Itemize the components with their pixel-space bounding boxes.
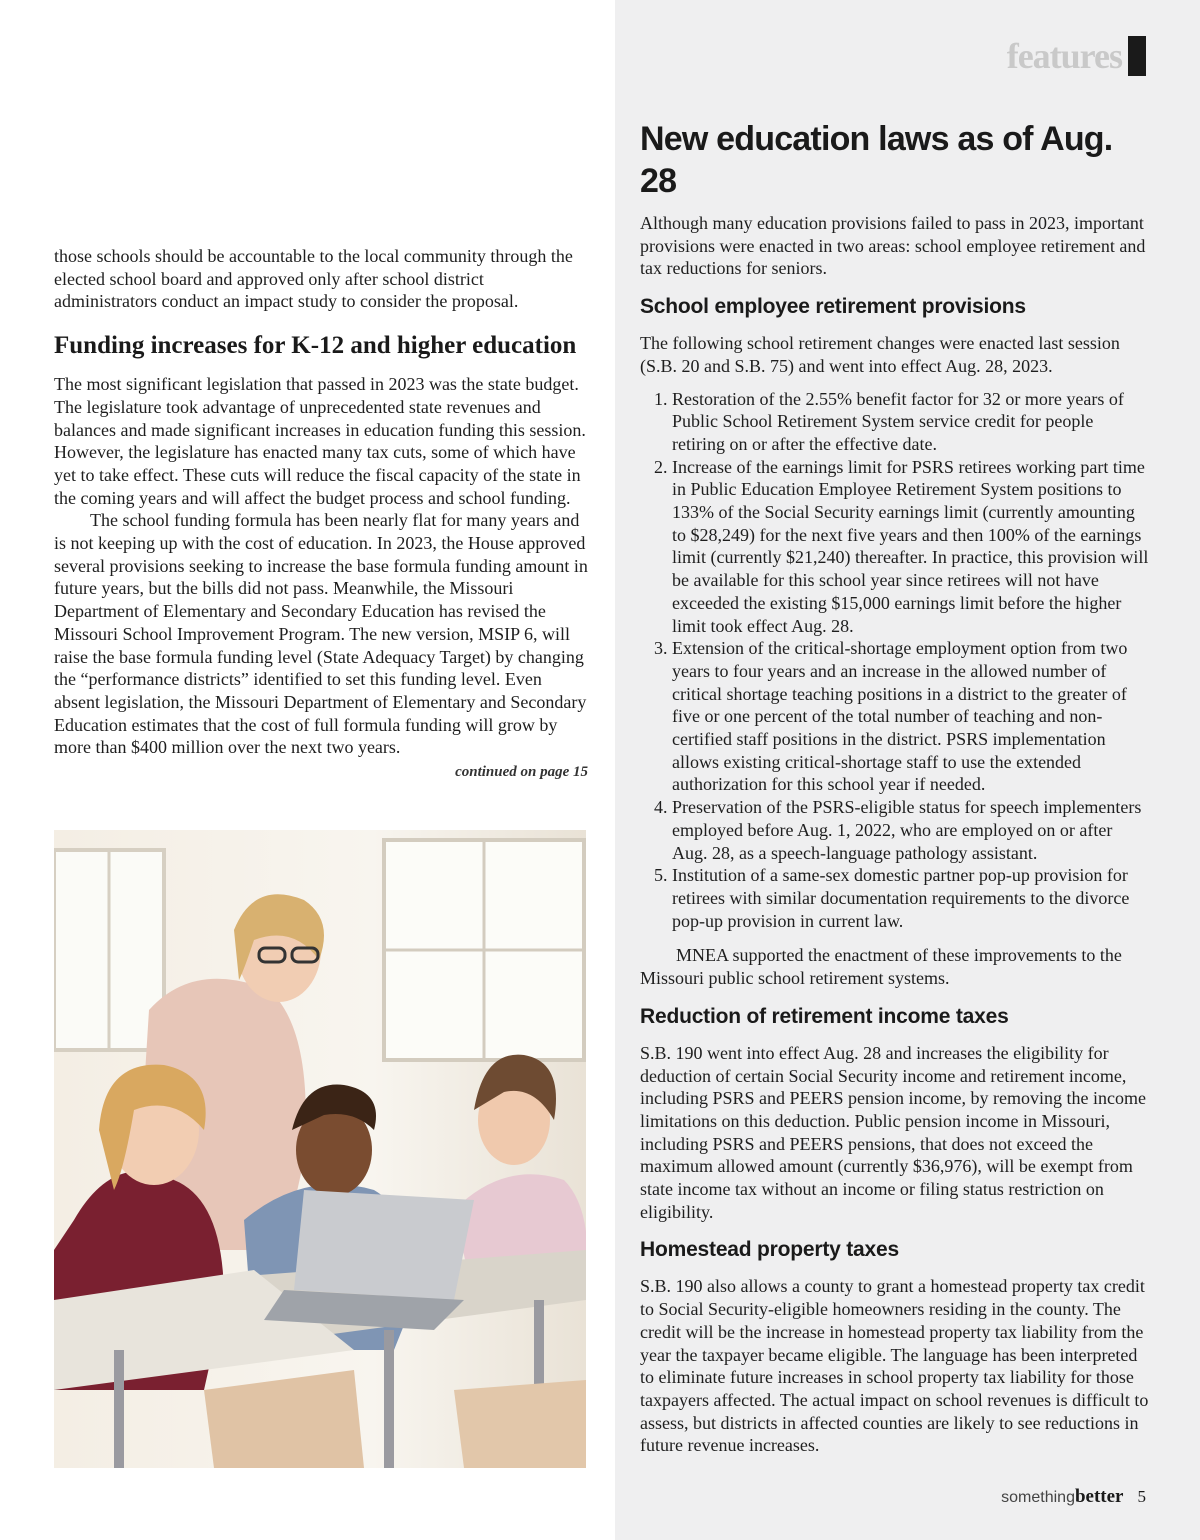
classroom-photo bbox=[54, 830, 586, 1468]
article-title: New education laws as of Aug. 28 bbox=[640, 120, 1113, 200]
left-column bbox=[54, 245, 588, 784]
income-taxes-paragraph: S.B. 190 went into effect Aug. 28 and increases the eligibility for deduction of certain Social Security income and retirement income, including PSRS and PEERS pension income, by removing the income limitations on this deduction. Public pension income in Missouri, including PSRS and PEERS pensions, that does not exceed the maximum allowed amount (currently $36,976), will be exempt from state income tax without an income or filing status restriction on eligibility. bbox=[640, 1042, 1146, 1222]
page-footer bbox=[1001, 1486, 1146, 1510]
funding-heading: Funding increases for K-12 and higher education bbox=[54, 332, 577, 360]
homestead-paragraph: S.B. 190 also allows a county to grant a homestead property tax credit to Social Security-eligible homeowners residing in the county. The credit will be the increase in homestead property tax liability from the year the taxpayer became eligible. The language has been interpreted to eliminate future increases in school property tax liability for those taxpayers affected. The actual impact on school revenues is difficult to assess, but districts in affected counties are likely to see reductions in future revenue increases. bbox=[640, 1276, 1149, 1456]
section-tag bbox=[1007, 36, 1146, 76]
list-item: 2. Increase of the earnings limit for PSRS retirees working part time in Public Education Employee Retirement System positions to 133% of the Social Security earnings limit (currently amounting to $28,249) for the next five years and then 100% of the earnings limit (currently $21,240) thereafter. In practice, this provision will be available for this school year since retirees will not have exceeded the existing $15,000 earnings limit before the higher limit took effect Aug. 28. bbox=[672, 456, 1150, 638]
subheading-income-taxes: Reduction of retirement income taxes bbox=[640, 1004, 1009, 1028]
article-intro: Although many education provisions failed to pass in 2023, important provisions were enacted in two areas: school employee retirement and tax reductions for seniors. bbox=[640, 213, 1146, 279]
funding-paragraph-2: The school funding formula has been nearly flat for many years and is not keeping up with the cost of education. In 2023, the House approved several provisions seeking to increase the base formula funding amount in future years, but the bills did not pass. Meanwhile, the Missouri Department of Elementary and Secondary Education has revised the Missouri School Improvement Program. The new version, MSIP 6, will raise the base formula funding level (State Adequacy Target) by changing the “performance districts” identified to set this funding level. Even absent legislation, the Missouri Department of Elementary and Secondary Education estimates that the cost of full formula funding will grow by more than $400 million over the next two years. bbox=[54, 510, 588, 758]
magazine-name-prefix: something bbox=[1001, 1489, 1075, 1506]
section-tag-block bbox=[1128, 36, 1146, 76]
continued-note: continued on page 15 bbox=[455, 764, 588, 781]
classroom-illustration bbox=[54, 830, 586, 1468]
section-tag-label: features bbox=[1006, 36, 1122, 76]
list-item: 4. Preservation of the PSRS-eligible status for speech implementers employed before Aug. 1, 2022, who are employed on or after Aug. 28, as a speech-language pathology assistant. bbox=[672, 796, 1150, 864]
left-intro-paragraph: those schools should be accountable to the local community through the elected school board and approved only after school district administrators conduct an impact study to consider the proposal. bbox=[54, 246, 573, 312]
funding-paragraph-1: The most significant legislation that passed in 2023 was the state budget. The legislature took advantage of unprecedented state revenues and balances and made significant increases in education funding this session. However, the legislature has enacted many tax cuts, some of which have yet to take effect. These cuts will reduce the fiscal capacity of the state in the coming years and will affect the budget process and school funding. bbox=[54, 374, 586, 508]
window-left bbox=[54, 850, 164, 1050]
retirement-provisions-list bbox=[640, 388, 1150, 933]
list-item: 5. Institution of a same-sex domestic partner pop-up provision for retirees with similar documentation requirements to the divorce pop-up provision in current law. bbox=[672, 864, 1150, 932]
page-number: 5 bbox=[1137, 1487, 1146, 1506]
right-column bbox=[640, 118, 1150, 1457]
subheading-homestead: Homestead property taxes bbox=[640, 1238, 899, 1262]
magazine-name-suffix: better bbox=[1074, 1486, 1124, 1507]
window-right bbox=[384, 840, 584, 1060]
mnea-support-paragraph: MNEA supported the enactment of these improvements to the Missouri public school retirement systems. bbox=[640, 945, 1122, 989]
retirement-intro: The following school retirement changes were enacted last session (S.B. 20 and S.B. 75) and went into effect Aug. 28, 2023. bbox=[640, 333, 1120, 376]
subheading-retirement: School employee retirement provisions bbox=[640, 295, 1026, 319]
list-item: 1. Restoration of the 2.55% benefit factor for 32 or more years of Public School Retirement System service credit for people retiring on or after the effective date. bbox=[672, 388, 1150, 456]
list-item: 3. Extension of the critical-shortage employment option from two years to four years and an increase in the allowed number of critical shortage teaching positions in a district to the greater of five or one percent of the total number of teaching and non-certified staff positions in the district. PSRS implementation allows existing critical-shortage staff to use the extended authorization for this school year if needed. bbox=[672, 637, 1150, 796]
